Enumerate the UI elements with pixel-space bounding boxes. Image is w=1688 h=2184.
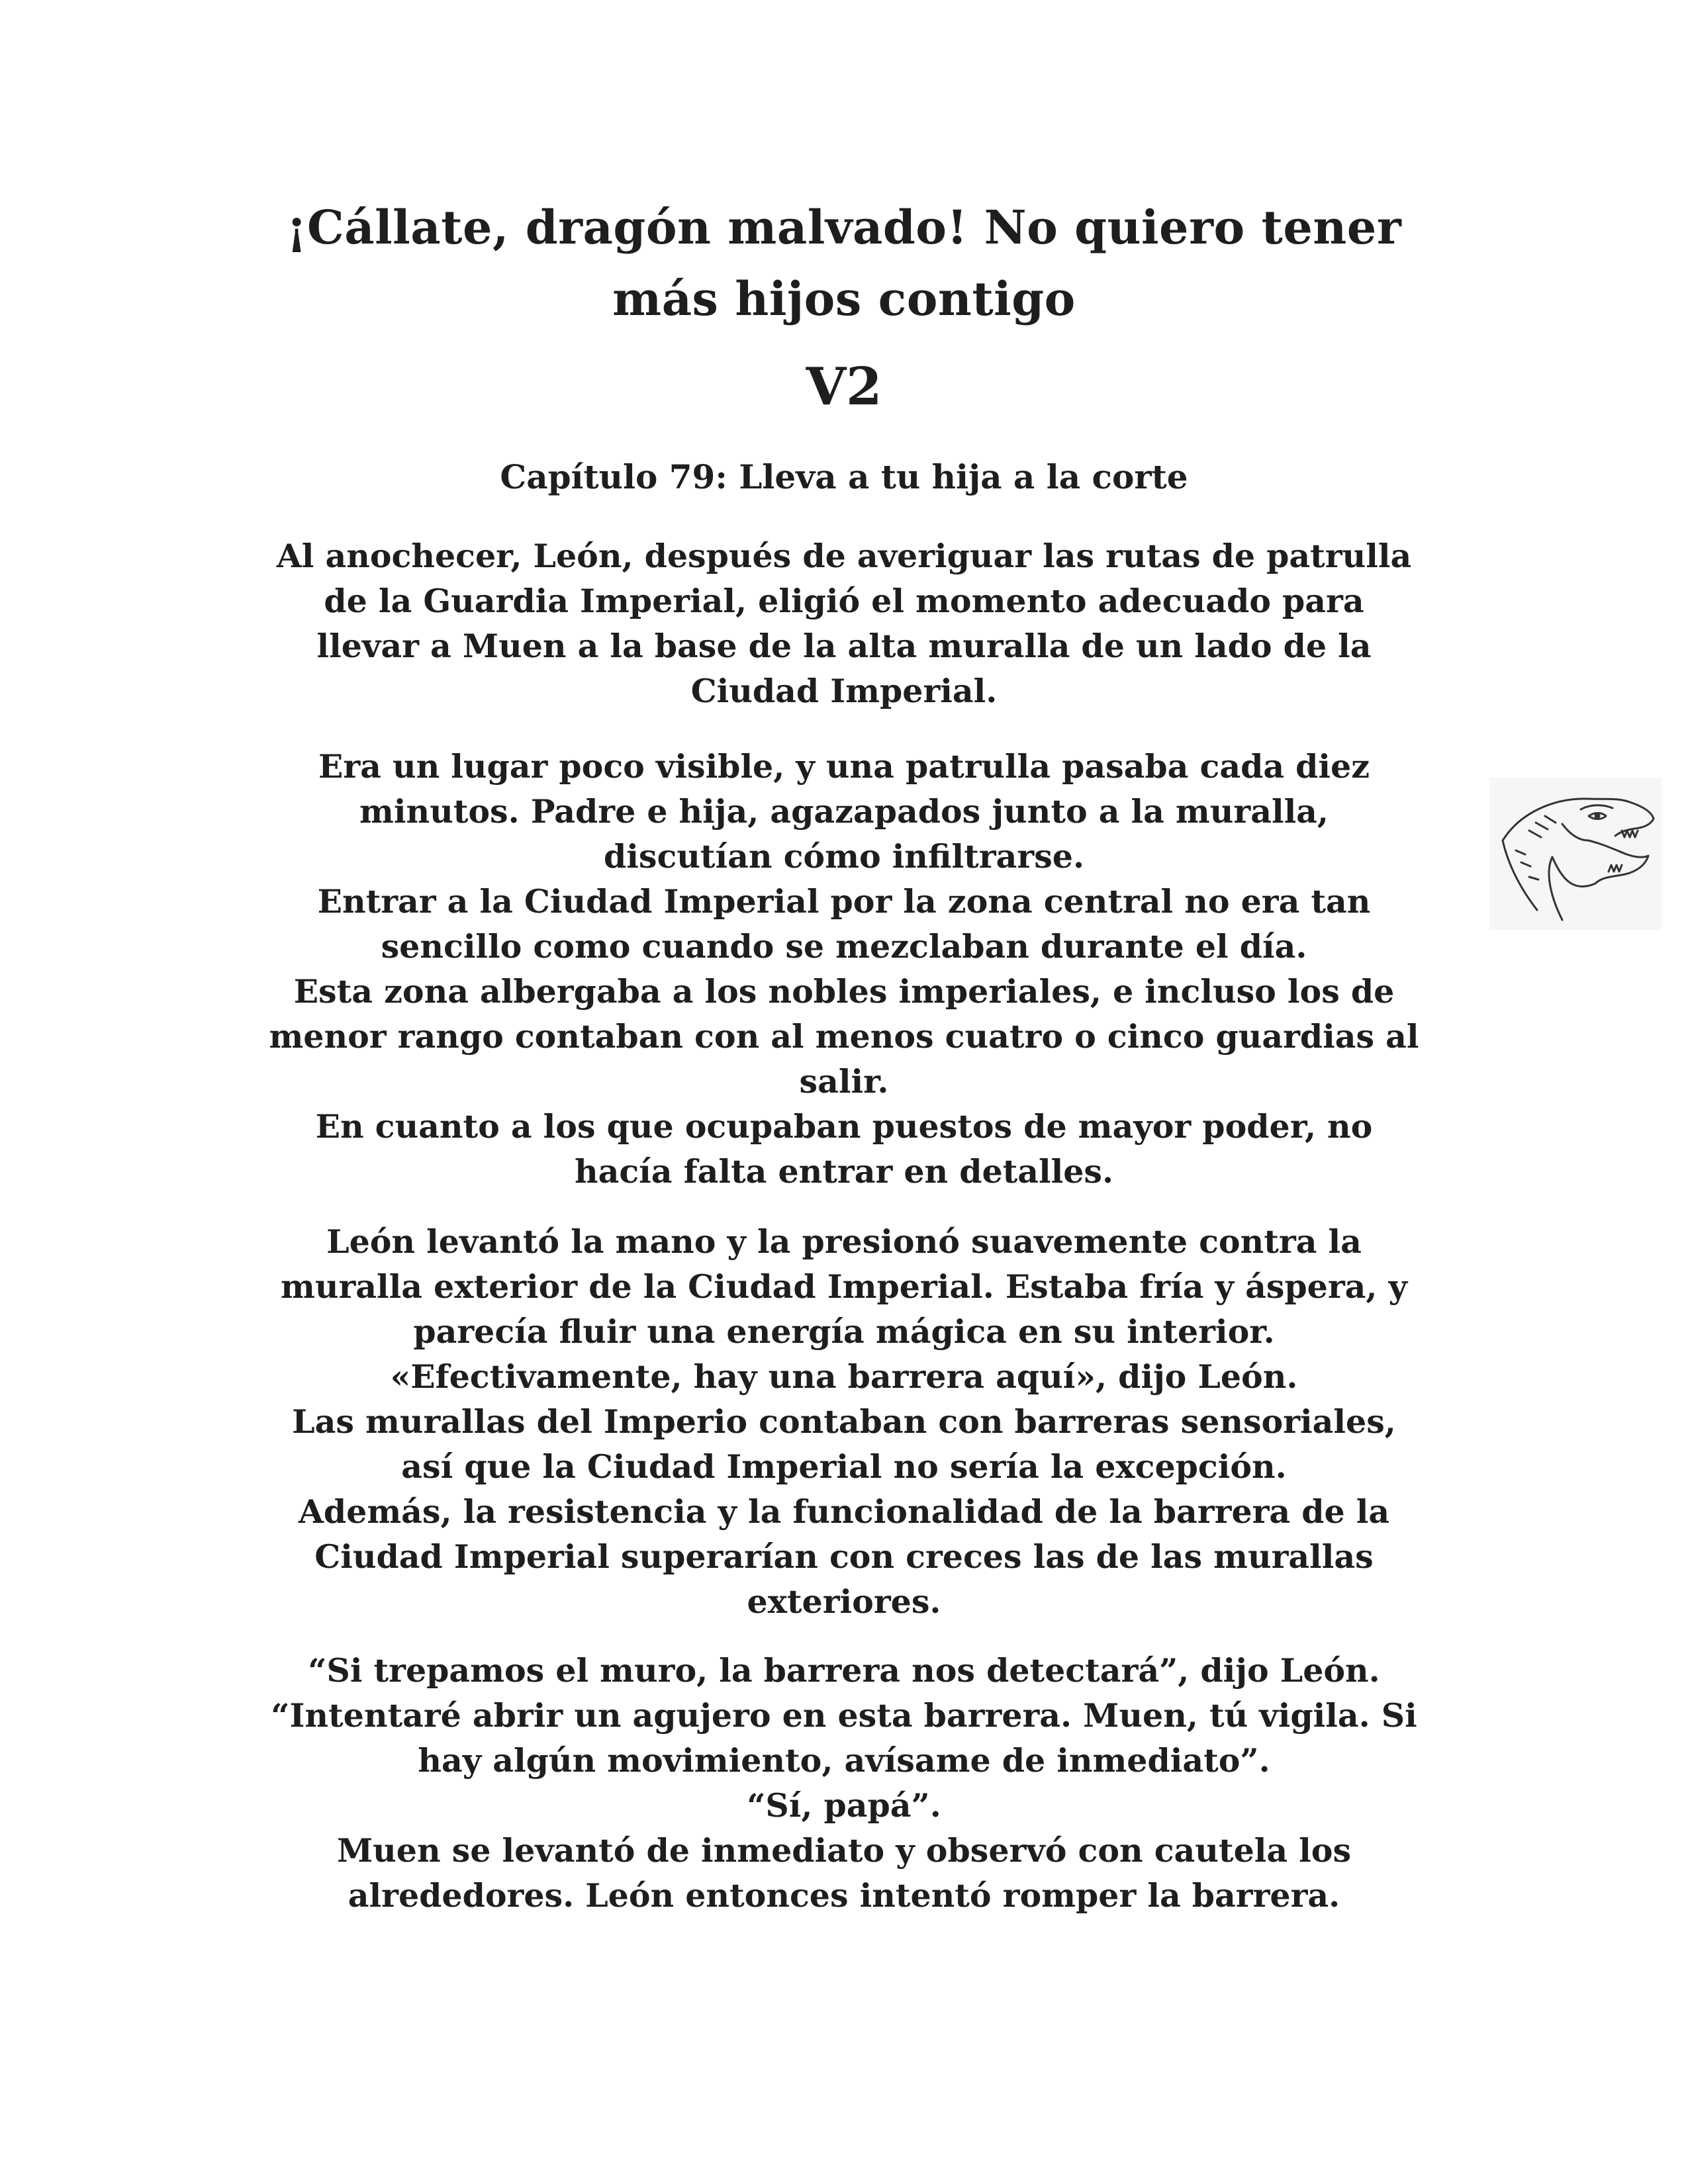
paragraph-line: minutos. Padre e hija, agazapados junto a la muralla,	[359, 792, 1329, 831]
paragraph-line: “Intentaré abrir un agujero en esta barrera. Muen, tú vigila. Si	[271, 1696, 1417, 1735]
paragraph-line: exteriores.	[747, 1582, 941, 1621]
paragraph-line: León levantó la mano y la presionó suavemente contra la	[326, 1222, 1362, 1261]
paragraph-line: Era un lugar poco visible, y una patrulla pasaba cada diez	[318, 747, 1370, 786]
paragraph-line: Además, la resistencia y la funcionalidad de la barrera de la	[298, 1492, 1390, 1531]
paragraph-line: Ciudad Imperial.	[690, 672, 998, 710]
volume-label: V2	[806, 357, 882, 417]
paragraph-line: parecía fluir una energía mágica en su interior.	[413, 1312, 1275, 1351]
paragraph-line: Entrar a la Ciudad Imperial por la zona central no era tan	[317, 882, 1371, 921]
paragraph-line: muralla exterior de la Ciudad Imperial. Estaba fría y áspera, y	[280, 1267, 1408, 1306]
paragraph-line: “Si trepamos el muro, la barrera nos detectará”, dijo León.	[308, 1651, 1380, 1690]
paragraph-line: así que la Ciudad Imperial no sería la excepción.	[401, 1447, 1287, 1486]
paragraph-line: discutían cómo infiltrarse.	[603, 837, 1085, 876]
paragraph-line: hay algún movimiento, avísame de inmediato”.	[418, 1741, 1270, 1780]
paragraph-line: En cuanto a los que ocupaban puestos de mayor poder, no	[315, 1107, 1373, 1146]
paragraph-line: “Sí, papá”.	[747, 1786, 941, 1825]
paragraph-line: salir.	[799, 1062, 889, 1101]
paragraph-line: Al anochecer, León, después de averiguar las rutas de patrulla	[276, 537, 1412, 575]
title-line-2: más hijos contigo	[612, 271, 1076, 326]
title-line-1: ¡Cállate, dragón malvado! No quiero tener	[286, 200, 1402, 255]
paragraph-line: menor rango contaban con al menos cuatro o cinco guardias al	[269, 1017, 1419, 1056]
title-block	[199, 192, 1489, 335]
paragraph-line: llevar a Muen a la base de la alta muralla de un lado de la	[316, 627, 1372, 665]
paragraph-line: alrededores. León entonces intentó romper la barrera.	[348, 1876, 1340, 1915]
paragraph-line: sencillo como cuando se mezclaban durante el día.	[381, 927, 1307, 966]
paragraph-2	[199, 744, 1489, 1194]
chapter-heading: Capítulo 79: Lleva a tu hija a la corte	[500, 457, 1188, 496]
paragraph-line: Las murallas del Imperio contaban con barreras sensoriales,	[292, 1402, 1396, 1441]
paragraph-line: «Efectivamente, hay una barrera aquí», dijo León.	[390, 1357, 1298, 1396]
paragraph-line: Ciudad Imperial superarían con creces las de las murallas	[314, 1537, 1374, 1576]
paragraph-line: Esta zona albergaba a los nobles imperiales, e incluso los de	[293, 972, 1395, 1011]
paragraph-3	[199, 1219, 1489, 1624]
dinosaur-sketch-icon	[1489, 778, 1662, 930]
paragraph-line: hacía falta entrar en detalles.	[574, 1152, 1114, 1191]
paragraph-line: Muen se levantó de inmediato y observó con cautela los	[336, 1831, 1352, 1870]
paragraph-4	[199, 1648, 1489, 1918]
paragraph-line: de la Guardia Imperial, eligió el momento adecuado para	[324, 582, 1364, 620]
paragraph-1	[199, 533, 1489, 713]
